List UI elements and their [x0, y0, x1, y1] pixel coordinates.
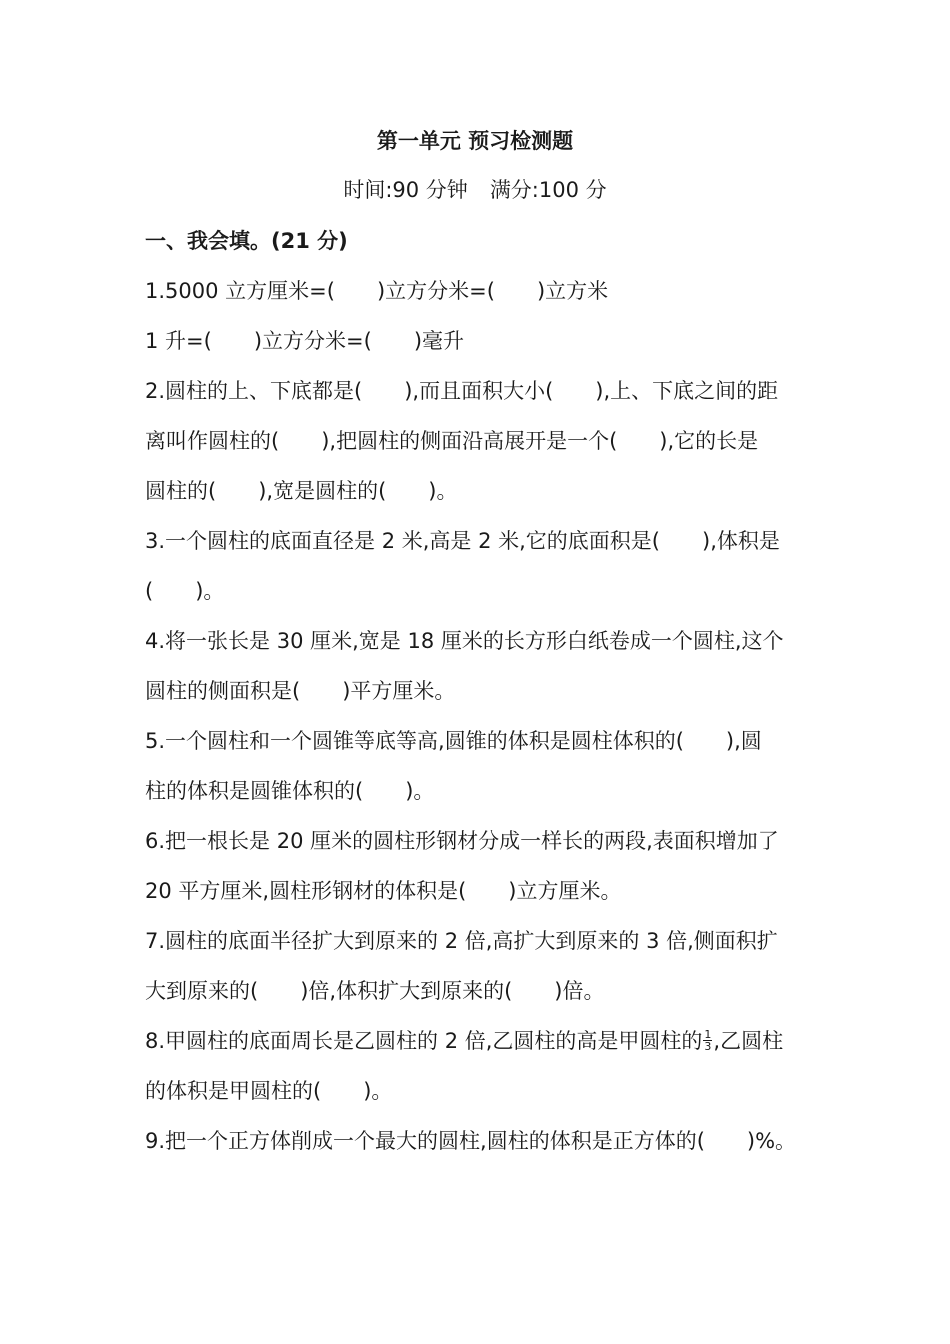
- q4-text-b: )平方厘米。: [342, 679, 456, 703]
- full-score: 满分:100 分: [489, 178, 607, 202]
- q1-text-d: 1 升=(: [145, 329, 212, 353]
- question-5-line-1: [145, 726, 762, 756]
- question-1-line-1: [145, 276, 608, 306]
- question-1-line-2: [145, 326, 464, 356]
- q8-text-d: )。: [363, 1079, 393, 1103]
- q7-text-b: )倍,体积扩大到原来的(: [300, 979, 513, 1003]
- q2-text-e: ),把圆柱的侧面沿高展开是一个(: [321, 429, 618, 453]
- question-7-line-1: 7.圆柱的底面半径扩大到原来的 2 倍,高扩大到原来的 3 倍,侧面积扩: [145, 929, 778, 953]
- question-4-line-2: [145, 676, 455, 706]
- fraction-denominator: 3: [704, 1039, 712, 1053]
- time-limit: 时间:90 分钟: [343, 178, 468, 202]
- question-3-line-1: [145, 526, 780, 556]
- q3-text-d: )。: [195, 579, 225, 603]
- q8-text-c: 的体积是甲圆柱的(: [145, 1079, 322, 1103]
- q8-text-a: 8.甲圆柱的底面周长是乙圆柱的 2 倍,乙圆柱的高是甲圆柱的: [145, 1029, 703, 1053]
- q7-text-c: )倍。: [554, 979, 605, 1003]
- q2-text-a: 2.圆柱的上、下底都是(: [145, 379, 363, 403]
- q2-text-b: ),而且面积大小(: [404, 379, 554, 403]
- q3-text-b: ),体积是: [702, 529, 780, 553]
- question-8-line-1: [145, 1026, 783, 1056]
- exam-info: [0, 175, 950, 205]
- q3-text-c: (: [145, 579, 154, 603]
- q9-text-a: 9.把一个正方体削成一个最大的圆柱,圆柱的体积是正方体的(: [145, 1129, 705, 1153]
- q5-text-a: 5.一个圆柱和一个圆锥等底等高,圆锥的体积是圆柱体积的(: [145, 729, 684, 753]
- q2-text-h: ),宽是圆柱的(: [258, 479, 387, 503]
- q4-text-a: 圆柱的侧面积是(: [145, 679, 301, 703]
- section-heading-fill-in: 一、我会填。(21 分): [145, 229, 348, 253]
- question-5-line-2: [145, 776, 434, 806]
- page-title: 第一单元 预习检测题: [376, 129, 574, 153]
- q6-text-a: 20 平方厘米,圆柱形钢材的体积是(: [145, 879, 467, 903]
- q1-text-c: )立方米: [536, 279, 609, 303]
- q5-text-d: )。: [405, 779, 435, 803]
- question-9-line-1: [145, 1126, 796, 1156]
- q2-text-i: )。: [428, 479, 458, 503]
- q2-text-d: 离叫作圆柱的(: [145, 429, 280, 453]
- question-6-line-1: 6.把一根长是 20 厘米的圆柱形钢材分成一样长的两段,表面积增加了: [145, 829, 779, 853]
- question-7-line-2: [145, 976, 604, 1006]
- fraction-one-third: [703, 1029, 712, 1052]
- question-3-line-2: [145, 576, 224, 606]
- question-2-line-1: [145, 376, 778, 406]
- q8-text-b: ,乙圆柱: [713, 1029, 784, 1053]
- question-4-line-1: 4.将一张长是 30 厘米,宽是 18 厘米的长方形白纸卷成一个圆柱,这个: [145, 629, 784, 653]
- question-6-line-2: [145, 876, 621, 906]
- fraction-numerator: 1: [704, 1027, 712, 1041]
- q9-text-b: )%。: [746, 1129, 797, 1153]
- q6-text-b: )立方厘米。: [508, 879, 622, 903]
- q1-text-f: )毫升: [413, 329, 465, 353]
- q7-text-a: 大到原来的(: [145, 979, 259, 1003]
- question-8-line-2: [145, 1076, 392, 1106]
- q2-text-f: ),它的长是: [659, 429, 759, 453]
- q3-text-a: 3.一个圆柱的底面直径是 2 米,高是 2 米,它的底面积是(: [145, 529, 661, 553]
- question-2-line-3: [145, 476, 457, 506]
- question-2-line-2: [145, 426, 758, 456]
- q5-text-c: 柱的体积是圆锥体积的(: [145, 779, 364, 803]
- q2-text-c: ),上、下底之间的距: [595, 379, 779, 403]
- q1-text-a: 1.5000 立方厘米=(: [145, 279, 335, 303]
- q5-text-b: ),圆: [725, 729, 762, 753]
- q1-text-e: )立方分米=(: [253, 329, 372, 353]
- q1-text-b: )立方分米=(: [376, 279, 495, 303]
- q2-text-g: 圆柱的(: [145, 479, 217, 503]
